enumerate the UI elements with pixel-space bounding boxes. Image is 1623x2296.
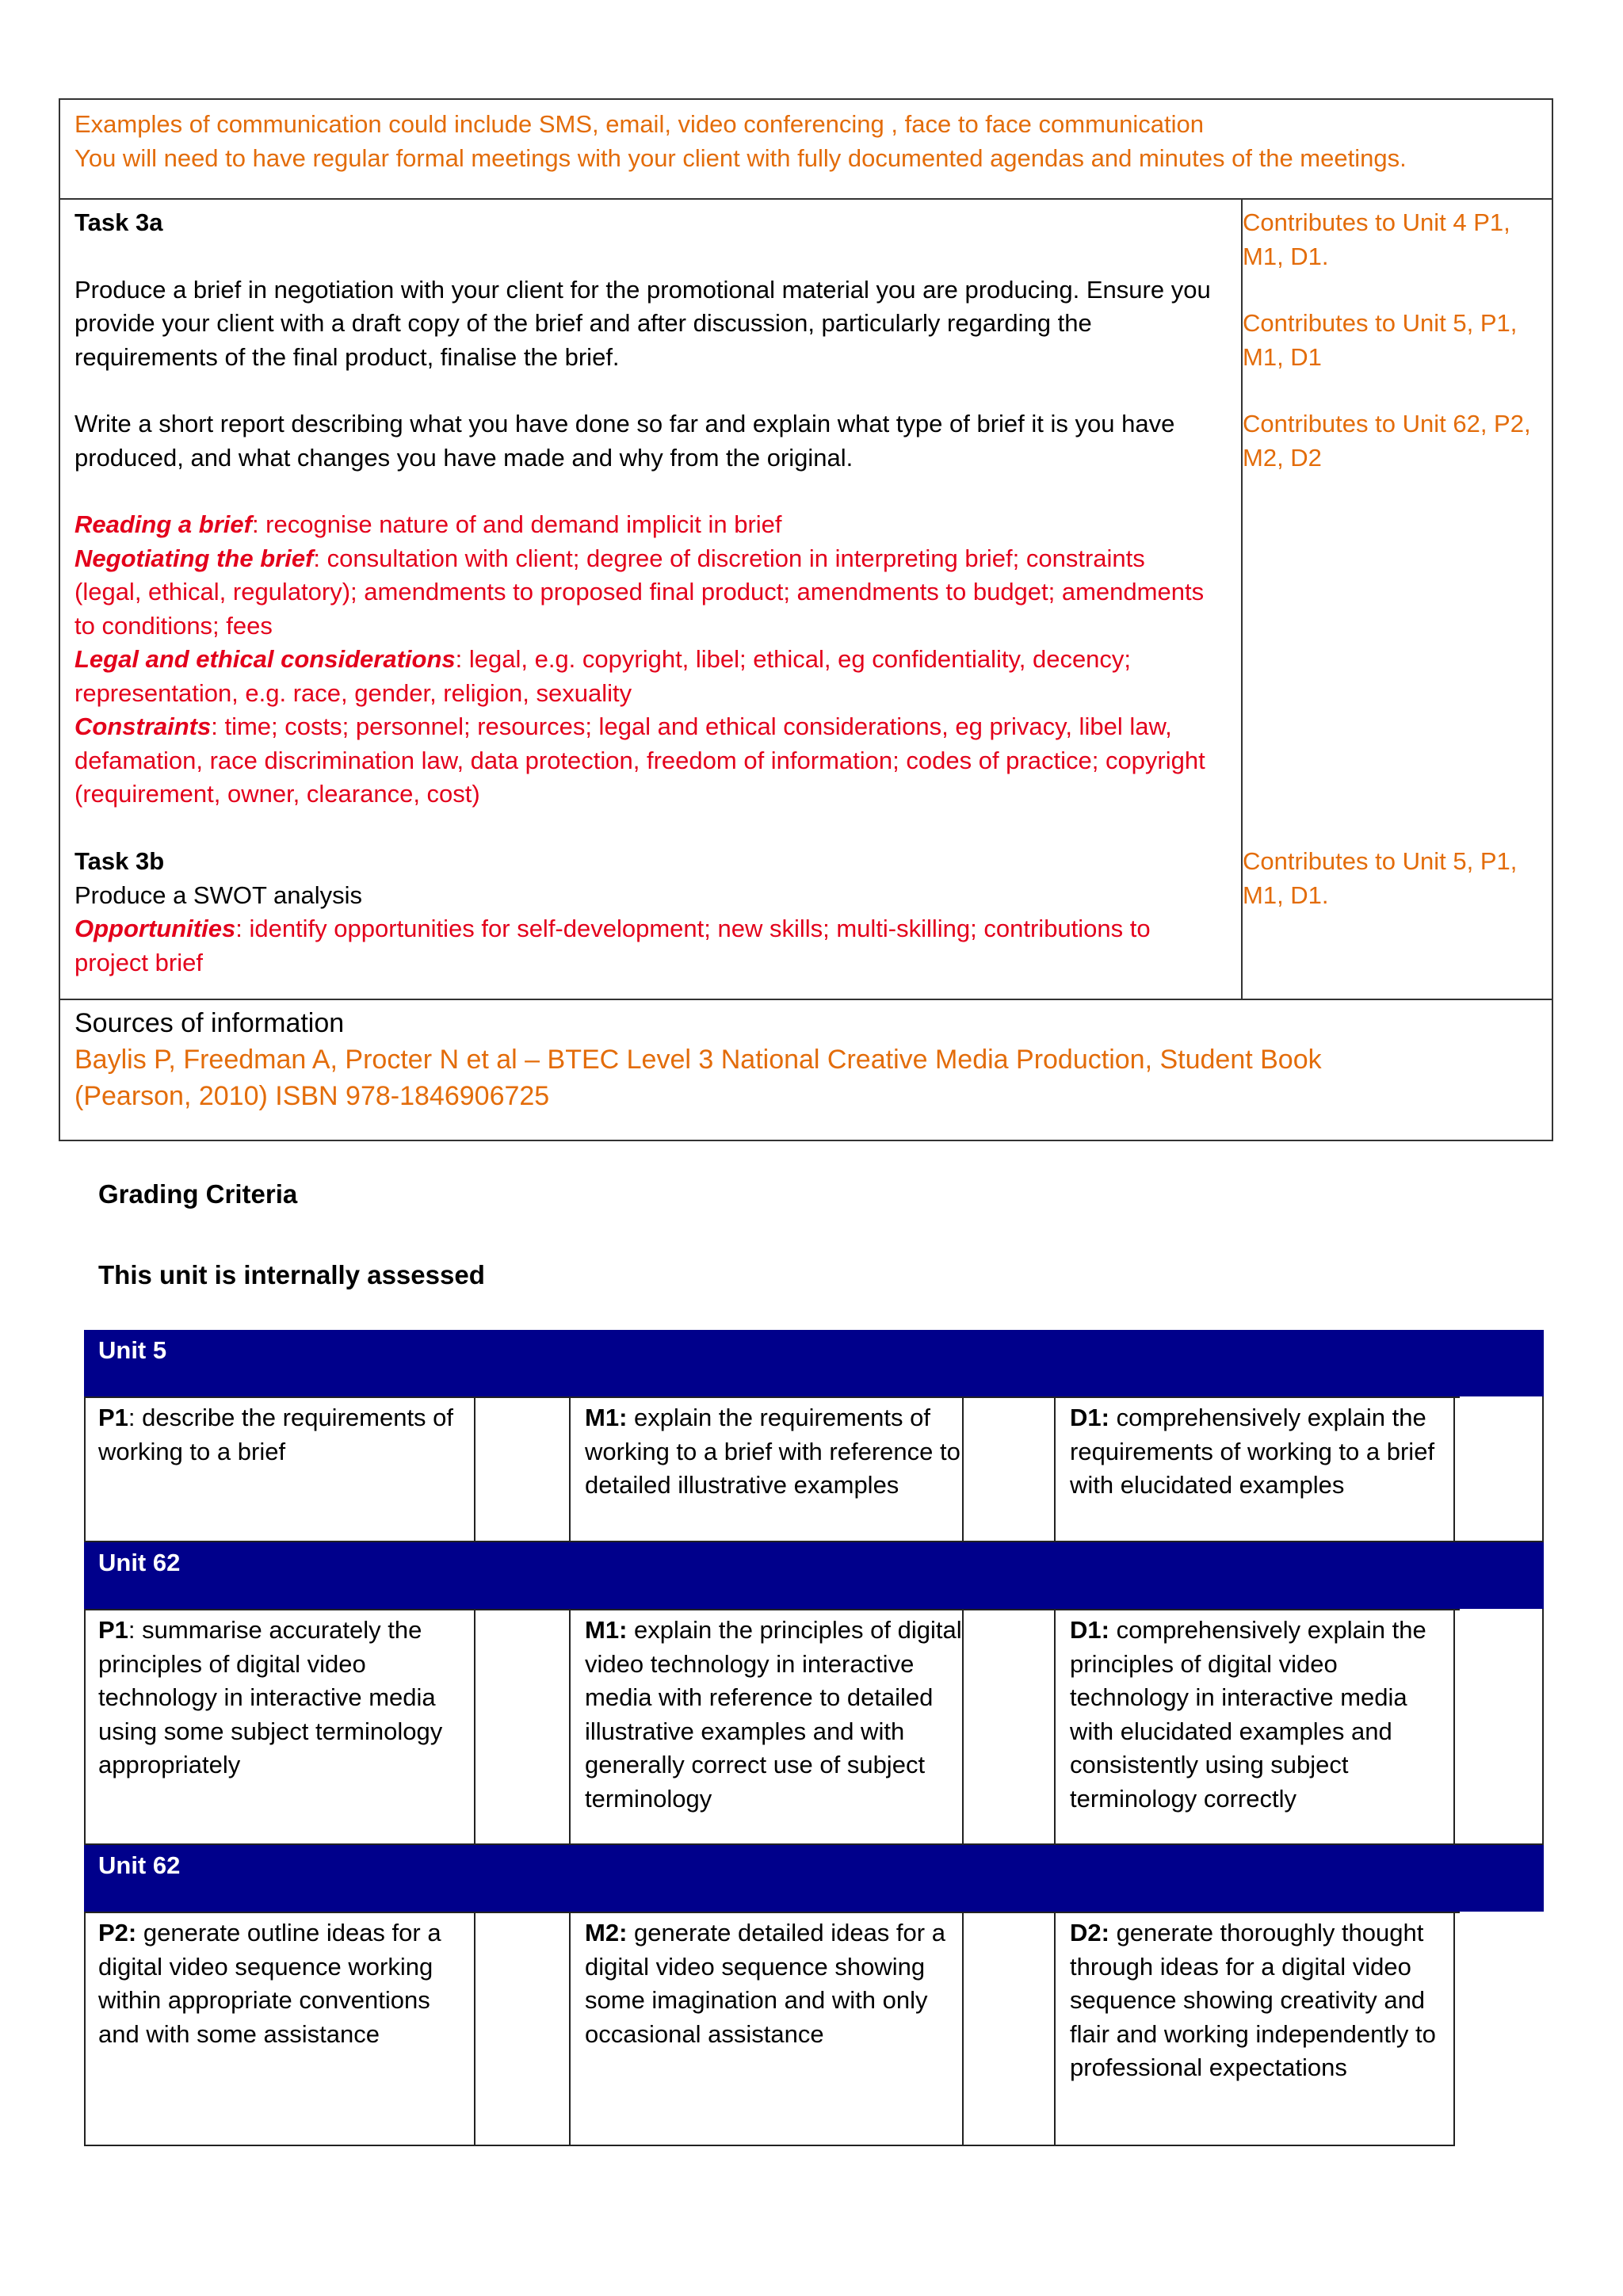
criterion-text: : describe the requirements of working to a brief [98,1404,454,1465]
criterion-code: D1: [1070,1404,1109,1431]
guidance-text: : time; costs; personnel; resources; legal and ethical considerations, eg privacy, libel law, defamation, race discrimination law, data protection, freedom of information; codes of practice; copyright (requirement, owner, clearance, cost) [74,712,1205,808]
communication-notes [74,108,1533,175]
guidance-constraints [74,710,1216,812]
sources-section [74,1005,1438,1114]
communication-examples: Examples of communication could include SMS, email, video conferencing , face to face communication [74,110,1204,138]
criterion-merit [571,1609,964,1845]
task-3b-content [74,845,1216,980]
tick-box [964,1609,1056,1845]
task-3a-title: Task 3a [74,208,163,236]
criterion-merit [571,1396,964,1542]
guidance-term: Constraints [74,712,212,740]
contributes-unit-5: Contributes to Unit 5, P1, M1, D1 [1243,309,1518,371]
criterion-text: : summarise accurately the principles of digital video technology in interactive media using some subject terminology appropriately [98,1616,443,1778]
criterion-code: P2: [98,1919,137,1946]
unit-band [84,1845,1544,1912]
contributes-unit-62: Contributes to Unit 62, P2, M2, D2 [1243,410,1531,472]
tick-box [964,1912,1056,2146]
guidance-text: : recognise nature of and demand implicit in brief [251,510,782,538]
tick-box [475,1609,571,1845]
task-table [59,98,1553,1141]
guidance-term: Legal and ethical considerations [74,645,456,673]
criterion-pass [84,1912,475,2146]
criterion-distinction [1056,1912,1455,2146]
guidance-legal-ethical [74,643,1216,710]
task-3b-swot: Produce a SWOT analysis [74,881,362,909]
unit-band [84,1542,1544,1609]
criterion-code: D2: [1070,1919,1109,1946]
guidance-reading-brief [74,508,1216,542]
meetings-requirement: You will need to have regular formal meetings with your client with fully documented agendas and minutes of the meetings. [74,143,1407,172]
criterion-text: comprehensively explain the principles of digital video technology in interactive media with elucidated examples and consistently using subject terminology correctly [1070,1616,1426,1813]
guidance-opportunities [74,912,1216,980]
criterion-code: M1: [585,1404,628,1431]
unit-label: Unit 62 [98,1549,181,1576]
guidance-term: Negotiating the brief [74,544,314,572]
guidance-negotiating-brief [74,542,1216,644]
guidance-term: Opportunities [74,915,236,942]
contributes-unit-4: Contributes to Unit 4 P1, M1, D1. [1243,208,1510,270]
criterion-merit [571,1912,964,2146]
unit-label: Unit 62 [98,1851,181,1879]
tick-box [1455,1609,1544,1845]
criterion-text: generate detailed ideas for a digital video sequence showing some imagination and with only occasional assistance [585,1919,945,2048]
criterion-text: generate outline ideas for a digital video sequence working within appropriate conventions and with some assistance [98,1919,441,2048]
task-3a-guidance [74,508,1216,812]
tick-box [964,1396,1056,1542]
tick-box [475,1912,571,2146]
guidance-text: : identify opportunities for self-development; new skills; multi-skilling; contributions to project brief [74,915,1151,976]
criterion-code: M2: [585,1919,628,1946]
tick-box [475,1396,571,1542]
row-divider [60,999,1552,1000]
row-divider [60,198,1552,200]
guidance-term: Reading a brief [74,510,252,538]
criterion-pass [84,1609,475,1845]
internally-assessed-heading: This unit is internally assessed [98,1260,485,1289]
task-3a-brief-instructions: Produce a brief in negotiation with your client for the promotional material you are producing. Ensure you provide your client with a draft copy of the brief and after discussion, particularly regarding the requirements of the final product, finalise the brief. [74,275,1211,371]
unit-label: Unit 5 [98,1336,167,1364]
criterion-text: explain the requirements of working to a brief with reference to detailed illustrative examples [585,1404,960,1499]
criterion-distinction [1056,1609,1455,1845]
tick-box [1455,1396,1544,1542]
criterion-code: P1 [98,1616,128,1644]
criterion-code: D1: [1070,1616,1109,1644]
grading-criteria-heading: Grading Criteria [98,1179,298,1209]
criterion-text: explain the principles of digital video technology in interactive media with reference to detailed illustrative examples and with generally correct use of subject terminology [585,1616,962,1813]
contributions-3b [1243,845,1552,912]
unit-band [84,1330,1544,1396]
sources-reference: Baylis P, Freedman A, Procter N et al – BTEC Level 3 National Creative Media Production, Student Book (Pearson, 2010) ISBN 978-1846906725 [74,1045,1322,1111]
criterion-text: generate thoroughly thought through ideas for a digital video sequence showing creativity and flair and working independently to professional expectations [1070,1919,1436,2081]
task-3b-title: Task 3b [74,847,165,875]
criterion-code: P1 [98,1404,128,1431]
contributions-3a [1243,206,1552,475]
task-3a-content [74,206,1216,812]
guidance-text: : consultation with client; degree of discretion in interpreting brief; constraints (legal, ethical, regulatory); amendments to proposed final product; amendments to budget; amendments to conditions; fees [74,544,1205,640]
criterion-text: comprehensively explain the requirements of working to a brief with elucidated examples [1070,1404,1435,1499]
criterion-pass [84,1396,475,1542]
contributes-unit-5-3b: Contributes to Unit 5, P1, M1, D1. [1243,847,1518,909]
guidance-text: : legal, e.g. copyright, libel; ethical, eg confidentiality, decency; representation, e.g. race, gender, religion, sexuality [74,645,1132,707]
sources-label: Sources of information [74,1008,345,1038]
criterion-code: M1: [585,1616,628,1644]
criterion-distinction [1056,1396,1455,1542]
task-3a-report-instructions: Write a short report describing what you have done so far and explain what type of brief it is you have produced, and what changes you have made and why from the original. [74,410,1175,472]
